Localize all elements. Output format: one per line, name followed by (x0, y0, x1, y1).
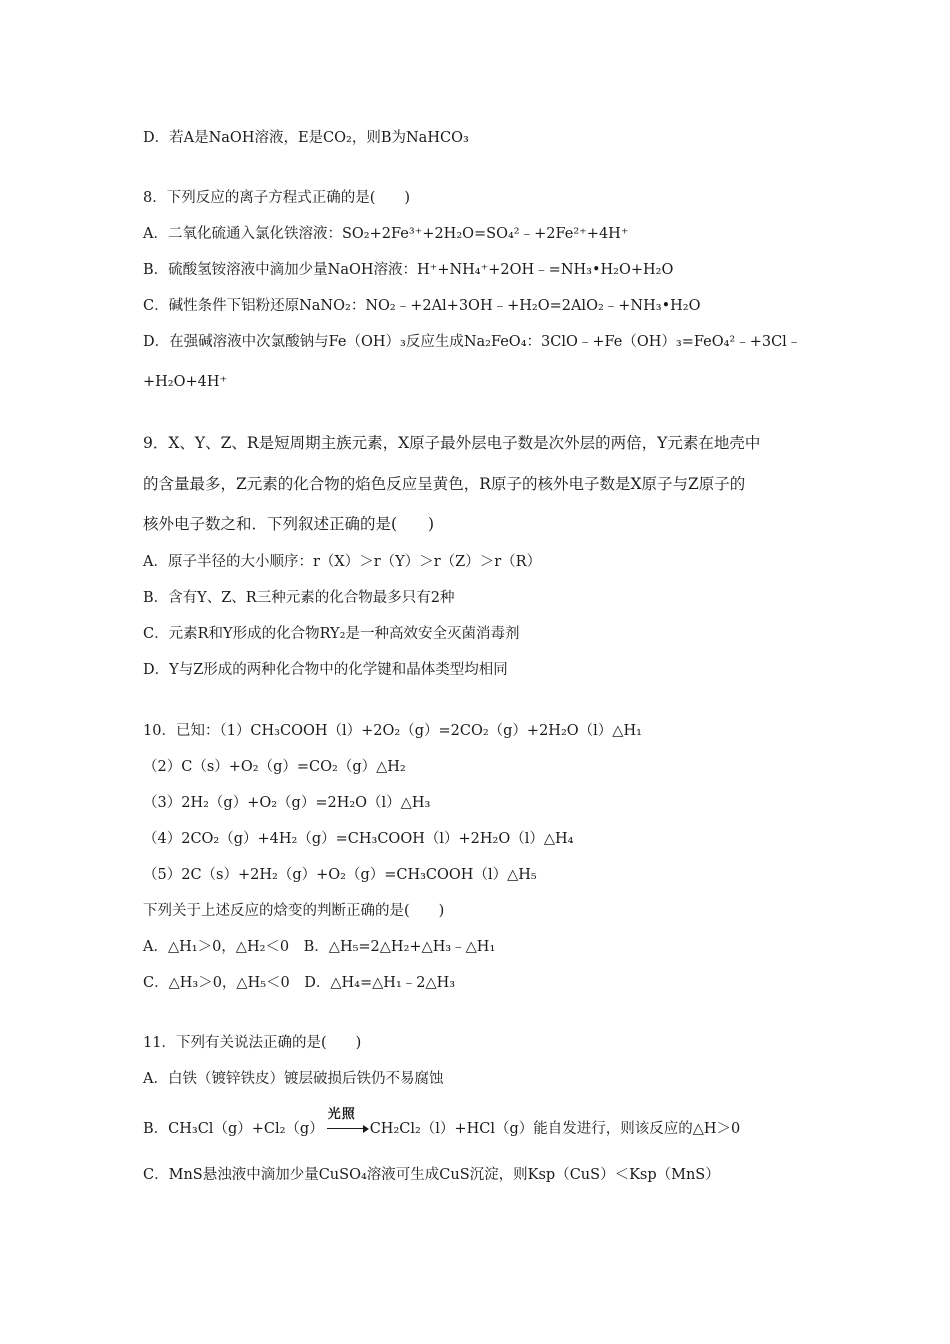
q9-stem-line2: 的含量最多，Z元素的化合物的焰色反应呈黄色，R原子的核外电子数是X原子与Z原子的 (143, 475, 746, 493)
q10-stem: 10．已知：（1）CH₃COOH（l）+2O₂（g）=2CO₂（g）+2H₂O（l）△H₁ (143, 723, 642, 739)
q11-option-b-reactants: B．CH₃Cl（g）+Cl₂（g） (143, 1121, 324, 1137)
q11-option-b (143, 1107, 741, 1139)
q10-reaction-2: （2）C（s）+O₂（g）=CO₂（g）△H₂ (143, 759, 406, 775)
q10-reaction-5: （5）2C（s）+2H₂（g）+O₂（g）=CH₃COOH（l）△H₅ (143, 867, 537, 883)
q10-options-ab: A．△H₁＞0，△H₂＜0 B．△H₅=2△H₂+△H₃﹣△H₁ (143, 939, 496, 955)
q10-options-cd: C．△H₃＞0，△H₅＜0 D．△H₄=△H₁﹣2△H₃ (143, 975, 456, 991)
q8-option-d-line1: D．在强碱溶液中次氯酸钠与Fe（OH）₃反应生成Na₂FeO₄：3ClO﹣+Fe（OH）₃=FeO₄²﹣+3Cl﹣ (143, 334, 802, 350)
q9-stem-line3: 核外电子数之和．下列叙述正确的是( ) (143, 515, 435, 533)
q7-option-d: D．若A是NaOH溶液，E是CO₂，则B为NaHCO₃ (143, 130, 469, 146)
q9-option-d: D．Y与Z形成的两种化合物中的化学键和晶体类型均相同 (143, 662, 508, 678)
q10-question: 下列关于上述反应的焓变的判断正确的是( ) (143, 903, 445, 919)
q10-reaction-4: （4）2CO₂（g）+4H₂（g）=CH₃COOH（l）+2H₂O（l）△H₄ (143, 831, 574, 847)
q9-option-c: C．元素R和Y形成的化合物RY₂是一种高效安全灭菌消毒剂 (143, 626, 520, 642)
q9-option-b: B．含有Y、Z、R三种元素的化合物最多只有2种 (143, 590, 455, 606)
reaction-condition: 光照 (327, 1107, 356, 1122)
q8-option-b: B．硫酸氢铵溶液中滴加少量NaOH溶液：H⁺+NH₄⁺+2OH﹣=NH₃•H₂O+H₂O (143, 262, 674, 278)
q8-option-d-line2: +H₂O+4H⁺ (143, 374, 228, 390)
reaction-arrow-icon (325, 1107, 369, 1139)
q8-option-c: C．碱性条件下铝粉还原NaNO₂：NO₂﹣+2Al+3OH﹣+H₂O=2AlO₂﹣+NH₃•H₂O (143, 298, 701, 314)
q8-stem: 8．下列反应的离子方程式正确的是( ) (143, 190, 411, 206)
q9-stem-line1: 9．X、Y、Z、R是短周期主族元素，X原子最外层电子数是次外层的两倍，Y元素在地壳中 (143, 434, 761, 452)
q8-option-a: A．二氧化硫通入氯化铁溶液：SO₂+2Fe³⁺+2H₂O=SO₄²﹣+2Fe²⁺+4H⁺ (143, 226, 629, 242)
q11-option-b-products: CH₂Cl₂（l）+HCl（g）能自发进行，则该反应的△H＞0 (369, 1121, 741, 1137)
q11-stem: 11．下列有关说法正确的是( ) (143, 1035, 362, 1051)
q10-reaction-3: （3）2H₂（g）+O₂（g）=2H₂O（l）△H₃ (143, 795, 431, 811)
q11-option-c: C．MnS悬浊液中滴加少量CuSO₄溶液可生成CuS沉淀，则Ksp（CuS）＜Ksp（MnS） (143, 1167, 720, 1183)
q11-option-a: A．白铁（镀锌铁皮）镀层破损后铁仍不易腐蚀 (143, 1071, 444, 1087)
q9-option-a: A．原子半径的大小顺序：r（X）＞r（Y）＞r（Z）＞r（R） (143, 554, 542, 570)
